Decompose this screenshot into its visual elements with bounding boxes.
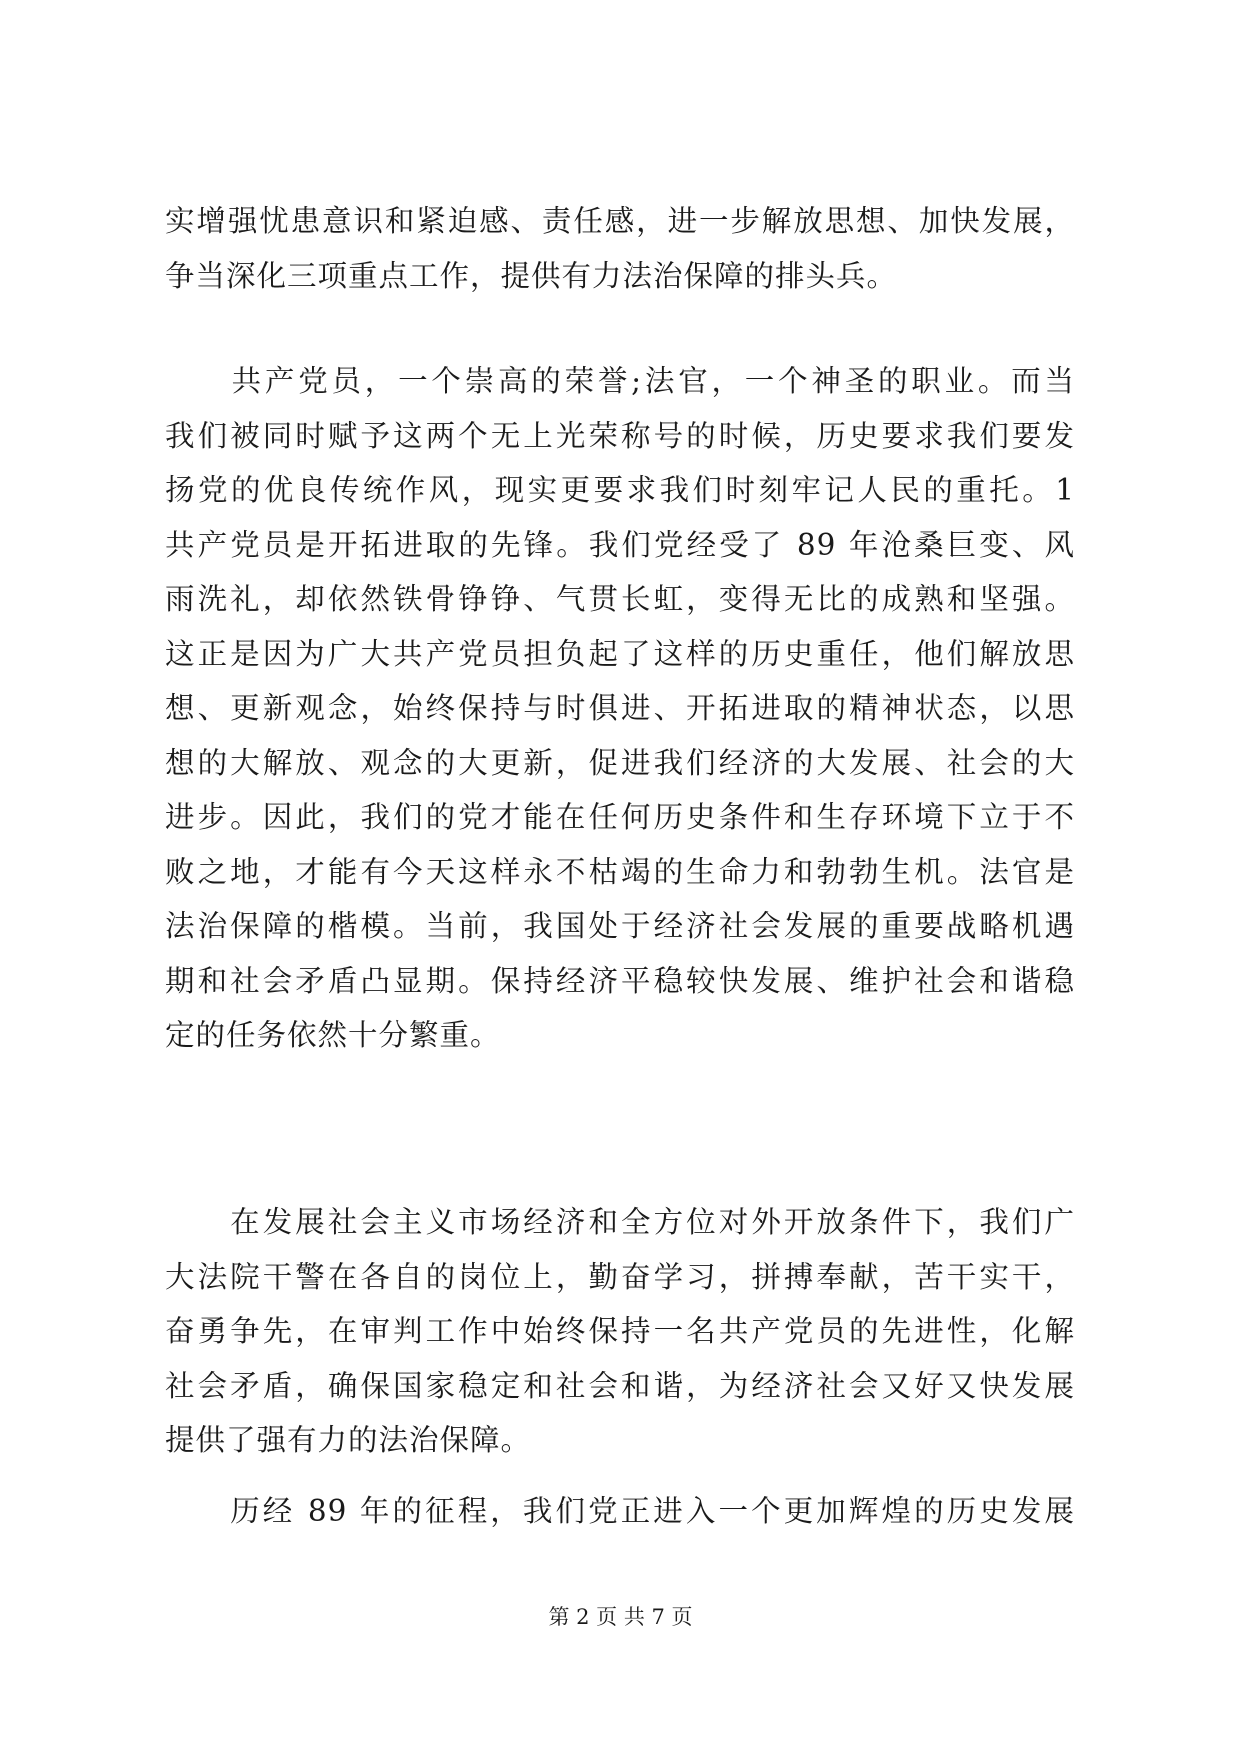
- text-line: 想的大解放、观念的大更新，促进我们经济的大发展、社会的大: [165, 745, 1075, 780]
- text-line: 实增强忧患意识和紧迫感、责任感，进一步解放思想、加快发展，: [165, 204, 1075, 238]
- text-line: 大法院干警在各自的岗位上，勤奋学习，拼搏奉献，苦干实干，: [165, 1259, 1075, 1294]
- text-line: 我们被同时赋予这两个无上光荣称号的时候，历史要求我们要发: [165, 418, 1075, 453]
- text-line: 法治保障的楷模。当前，我国处于经济社会发展的重要战略机遇: [165, 909, 1075, 943]
- paragraph-2: [165, 354, 1075, 1063]
- text-line: 败之地，才能有今天这样永不枯竭的生命力和勃勃生机。法官是: [165, 854, 1075, 889]
- text-line: 定的任务依然十分繁重。: [165, 1018, 501, 1052]
- text-line: 共产党员是开拓进取的先锋。我们党经受了 89 年沧桑巨变、风: [165, 527, 1075, 562]
- paragraph-4: [165, 1484, 1075, 1539]
- paragraph-1: [165, 194, 1075, 303]
- text-line: 争当深化三项重点工作，提供有力法治保障的排头兵。: [165, 258, 898, 293]
- text-line: 共产党员，一个崇高的荣誉;法官，一个神圣的职业。而当: [165, 364, 1075, 398]
- paragraph-3: [165, 1195, 1075, 1468]
- text-line: 社会矛盾，确保国家稳定和社会和谐，为经济社会又好又快发展: [165, 1368, 1075, 1403]
- page-number-footer: 第 2 页 共 7 页: [548, 1605, 693, 1629]
- text-line: 历经 89 年的征程，我们党正进入一个更加辉煌的历史发展: [165, 1494, 1075, 1528]
- text-line: 期和社会矛盾凸显期。保持经济平稳较快发展、维护社会和谐稳: [165, 963, 1075, 998]
- text-line: 奋勇争先，在审判工作中始终保持一名共产党员的先进性，化解: [165, 1314, 1075, 1348]
- text-line: 雨洗礼，却依然铁骨铮铮、气贯长虹，变得无比的成熟和坚强。: [165, 582, 1075, 616]
- text-line: 在发展社会主义市场经济和全方位对外开放条件下，我们广: [165, 1205, 1075, 1239]
- text-line: 想、更新观念，始终保持与时俱进、开拓进取的精神状态，以思: [165, 691, 1075, 725]
- text-line: 扬党的优良传统作风，现实更要求我们时刻牢记人民的重托。1: [165, 473, 1075, 507]
- text-line: 提供了强有力的法治保障。: [165, 1423, 532, 1457]
- text-line: 进步。因此，我们的党才能在任何历史条件和生存环境下立于不: [165, 800, 1075, 834]
- text-line: 这正是因为广大共产党员担负起了这样的历史重任，他们解放思: [165, 636, 1075, 671]
